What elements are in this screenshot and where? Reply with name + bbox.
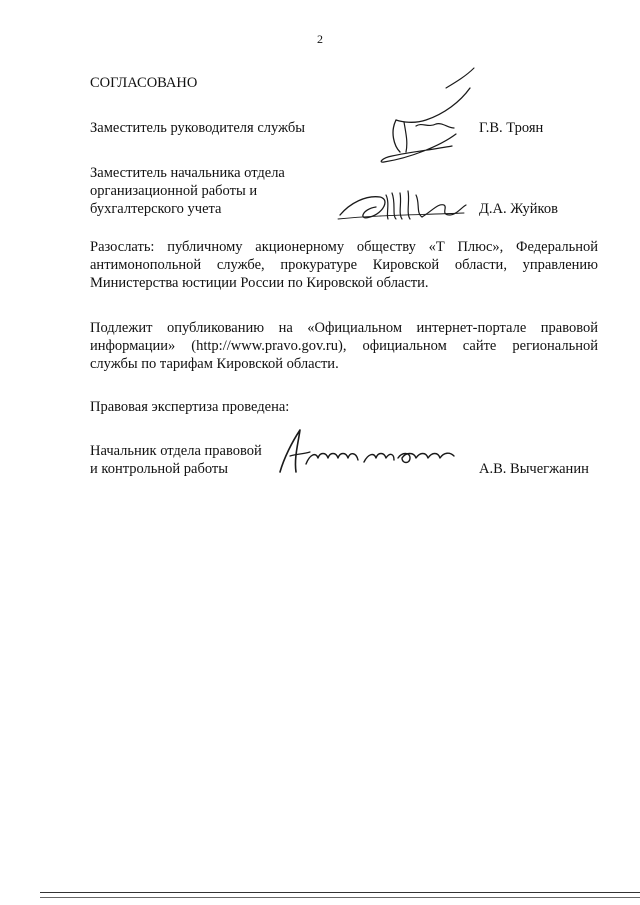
signature-vychegzhanin (276, 428, 466, 478)
page-number: 2 (317, 32, 323, 46)
signatory-2-position-line-2: организационной работы и (90, 183, 258, 199)
legal-review-name: А.В. Вычегжанин (479, 461, 589, 477)
signatory-1-name: Г.В. Троян (479, 120, 544, 136)
signatory-2-position-line-3: бухгалтерского учета (90, 201, 222, 217)
signatory-2-name: Д.А. Жуйков (479, 201, 558, 217)
legal-review-position-line-1: Начальник отдела правовой (90, 443, 262, 459)
signatory-2-position-line-1: Заместитель начальника отдела (90, 165, 285, 181)
approval-heading: СОГЛАСОВАНО (90, 75, 198, 91)
page-bottom-rule-secondary (40, 897, 640, 898)
page-bottom-rule (40, 892, 640, 893)
signatory-1-position: Заместитель руководителя службы (90, 120, 306, 136)
signature-zhuykov (336, 185, 476, 230)
signature-troyan (370, 62, 490, 172)
legal-review-statement: Правовая экспертиза проведена: (90, 399, 290, 415)
legal-review-position-line-2: и контрольной работы (90, 461, 228, 477)
distribution-paragraph: Разослать: публичному акционерному обществу «Т Плюс», Федеральной антимонопольной службе, прокуратуре Кировской области, управлению Министерства юстиции России по Кировской области. (90, 239, 598, 291)
publication-paragraph: Подлежит опубликованию на «Официальном интернет-портале правовой информации» (http://www.pravo.gov.ru), официальном сайте региональной службы по тарифам Кировской области. (90, 320, 598, 372)
